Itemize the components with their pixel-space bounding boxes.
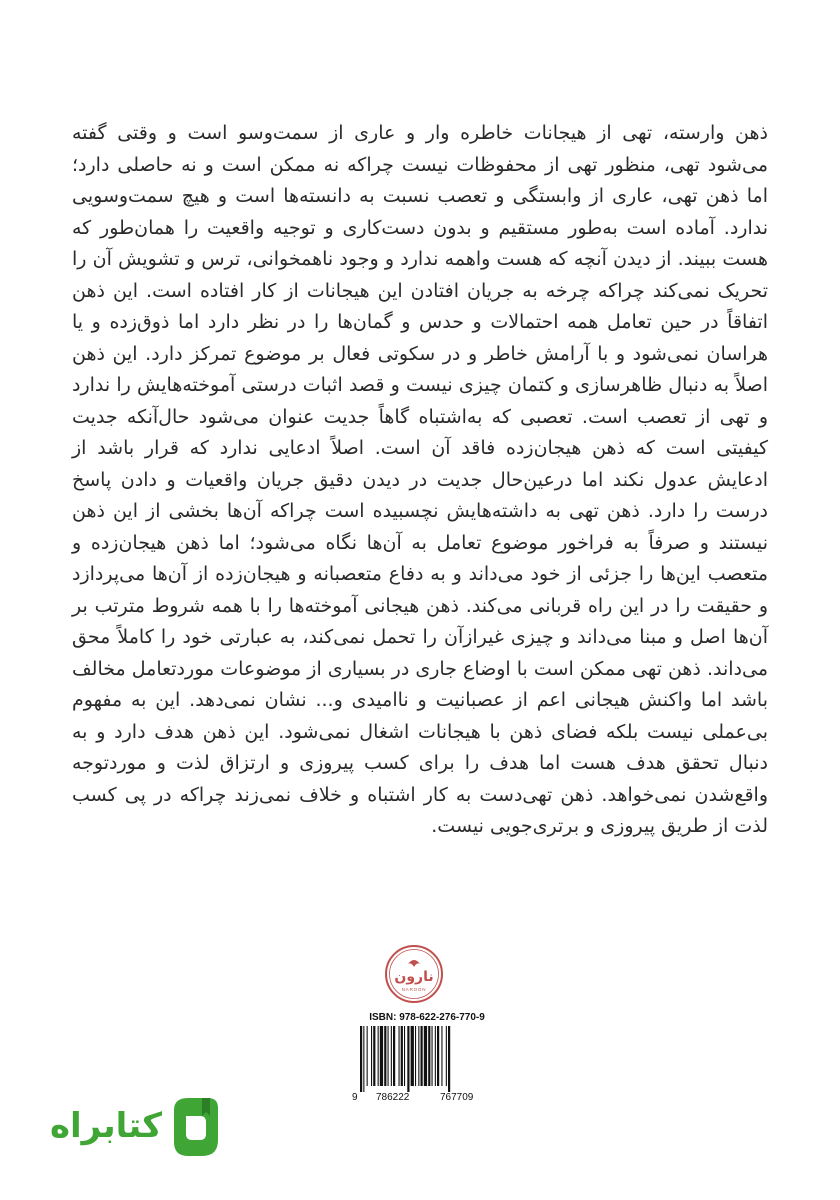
publisher-logo-subtext: NAROON	[401, 987, 427, 992]
isbn-label: ISBN: 978-622-276-770-9	[369, 1012, 485, 1023]
ketabrah-text: کتابراه	[49, 1106, 162, 1146]
barcode-block	[352, 1012, 502, 1108]
publisher-logo-text: نارون	[394, 969, 434, 985]
barcode-digit-first: 9	[352, 1092, 358, 1103]
ketabrah-book-icon	[168, 1096, 222, 1158]
back-cover-text-block	[72, 118, 768, 843]
barcode-digits-right: 767709	[440, 1092, 474, 1103]
back-cover-paragraph: ذهن وارسته، تهی از هیجانات خاطره وار و عاری از سمت‌وسو است و وقتی گفته می‌شود تهی، منظور تهی از محفوظات نیست چراکه نه ممکن است و نه حاصلی دارد؛ اما ذهن تهی، عاری از وابستگی و تعصب نسبت به دانسته‌ها است و هیچ سمت‌وسویی ندارد. آماده است به‌طور مستقیم و بدون دست‌کاری و توجیه واقعیت را همان‌طور که هست ببیند. از دیدن آنچه که هست واهمه ندارد و وجود ناهمخوانی، ترس و تشویش آن را تحریک نمی‌کند چراکه چرخه به جریان افتادن این هیجانات از کار افتاده است. این ذهن اتفاقاً در حین تعامل همه احتمالات و حدس و گمان‌ها را در نظر دارد اما ذوق‌زده و یا هراسان نمی‌شود و با آرامش خاطر و در سکوتی فعال بر موضوع تمرکز دارد. این ذهن اصلاً به دنبال ظاهرسازی و کتمان چیزی نیست و قصد اثبات درستی آموخته‌هایش را ندارد و تهی از تعصب است. تعصبی که به‌اشتباه گاهاً جدیت عنوان می‌شود حال‌آنکه جدیت کیفیتی است که ذهن هیجان‌زده فاقد آن است. اصلاً ادعایی ندارد که قرار باشد از ادعایش عدول نکند اما درعین‌حال جدیت در دیدن دقیق جریان واقعیات و دادن پاسخ درست را دارد. ذهن تهی به داشته‌هایش نچسبیده است چراکه آن‌ها بخشی از این ذهن نیستند و صرفاً به فراخور موضوع تعامل به آن‌ها نگاه می‌شود؛ اما ذهن هیجان‌زده و متعصب این‌ها را جزئی از خود می‌داند و به دفاع متعصبانه و هیجان‌زده از آن‌ها می‌پردازد و حقیقت را در این راه قربانی می‌کند. ذهن هیجانی آموخته‌ها را با همه شروط مترتب بر آن‌ها اصل و مبنا می‌داند و چیزی غیرازآن را تحمل نمی‌کند، به عبارتی خود را کاملاً محق می‌داند. ذهن تهی ممکن است با اوضاع جاری در بسیاری از موضوعات موردتعامل مخالف باشد اما واکنش هیجانی اعم از عصبانیت و ناامیدی و... نشان نمی‌دهد. این به مفهوم بی‌عملی نیست بلکه فضای ذهن با هیجانات اشغال نمی‌شود. این ذهن هدف دارد و به دنبال تحقق هدف هست اما هدف را برای کسب پیروزی و ارتزاق لذت و موردتوجه واقع‌شدن نمی‌خواهد. ذهن تهی‌دست به کار اشتباه و خلاف نمی‌زند چراکه در پی کسب لذت از طریق پیروزی و برتری‌جویی نیست.	[72, 122, 768, 837]
ketabrah-watermark	[42, 1096, 222, 1158]
publisher-logo	[384, 944, 444, 1004]
barcode-digits-left: 786222	[376, 1092, 410, 1103]
publisher-logo-icon	[384, 944, 444, 1004]
barcode-icon	[358, 1026, 498, 1092]
